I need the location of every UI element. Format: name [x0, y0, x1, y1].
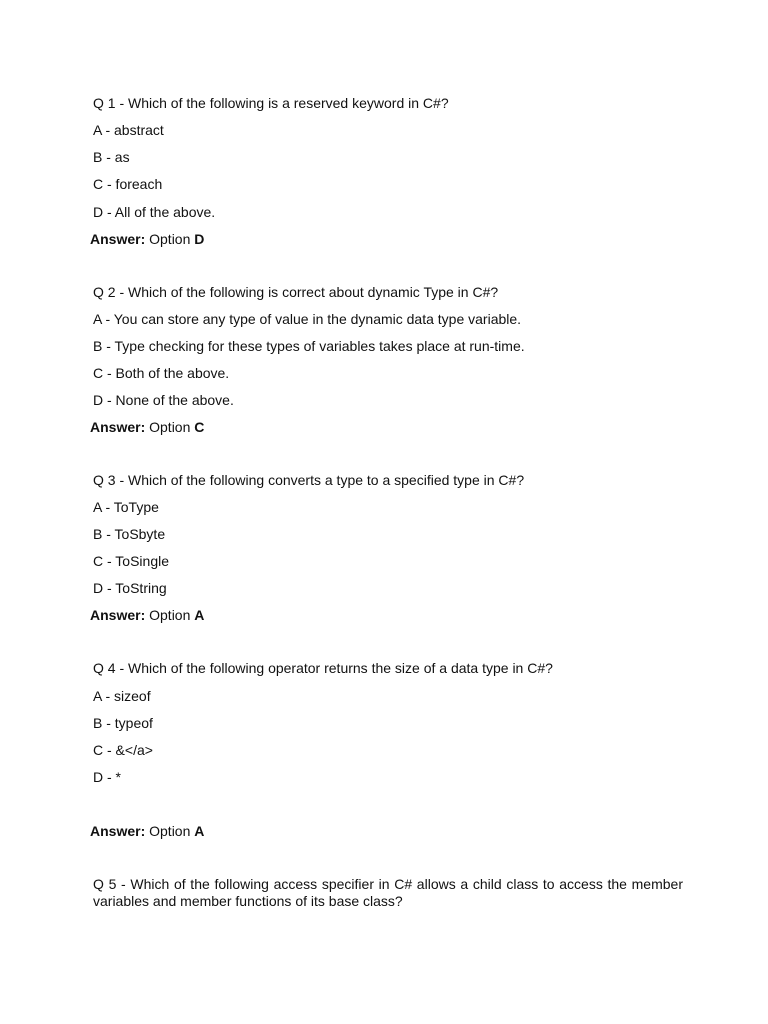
- option-word: Option: [149, 607, 191, 623]
- question-4-option-a: A - sizeof: [93, 688, 151, 704]
- answer-letter: A: [194, 607, 205, 623]
- question-3-option-a: A - ToType: [93, 499, 159, 515]
- question-2-option-b: B - Type checking for these types of variables takes place at run-time.: [93, 338, 525, 354]
- answer-label: Answer:: [90, 607, 146, 623]
- option-word: Option: [149, 231, 191, 247]
- answer-letter: C: [194, 419, 205, 435]
- question-2-text: Q 2 - Which of the following is correct about dynamic Type in C#?: [93, 284, 499, 300]
- question-4-option-d: D - *: [93, 769, 121, 785]
- question-2-option-c: C - Both of the above.: [93, 365, 230, 381]
- answer-label: Answer:: [90, 231, 146, 247]
- question-2-option-d: D - None of the above.: [93, 392, 234, 408]
- question-1-option-a: A - abstract: [93, 122, 164, 138]
- question-4-text: Q 4 - Which of the following operator returns the size of a data type in C#?: [93, 660, 553, 676]
- question-4-option-c: C - &</a>: [93, 742, 153, 758]
- answer-letter: D: [194, 231, 205, 247]
- question-5-text: Q 5 - Which of the following access specifier in C# allows a child class to access the member variables and member functions of its base class?: [93, 876, 683, 909]
- question-3-option-d: D - ToString: [93, 580, 167, 596]
- option-word: Option: [149, 823, 191, 839]
- question-1-option-d: D - All of the above.: [93, 204, 216, 220]
- question-4-answer: [90, 823, 204, 839]
- question-3-text: Q 3 - Which of the following converts a type to a specified type in C#?: [93, 472, 525, 488]
- question-3-answer: [90, 607, 204, 623]
- answer-letter: A: [194, 823, 205, 839]
- question-4-option-b: B - typeof: [93, 715, 153, 731]
- question-3-option-b: B - ToSbyte: [93, 526, 166, 542]
- option-word: Option: [149, 419, 191, 435]
- question-2-option-a: A - You can store any type of value in the dynamic data type variable.: [93, 311, 522, 327]
- answer-label: Answer:: [90, 419, 146, 435]
- question-3-option-c: C - ToSingle: [93, 553, 170, 569]
- question-2-answer: [90, 419, 204, 435]
- answer-label: Answer:: [90, 823, 146, 839]
- question-1-option-c: C - foreach: [93, 176, 163, 192]
- question-1-answer: [90, 231, 204, 247]
- question-1-text: Q 1 - Which of the following is a reserved keyword in C#?: [93, 95, 449, 111]
- question-1-option-b: B - as: [93, 149, 130, 165]
